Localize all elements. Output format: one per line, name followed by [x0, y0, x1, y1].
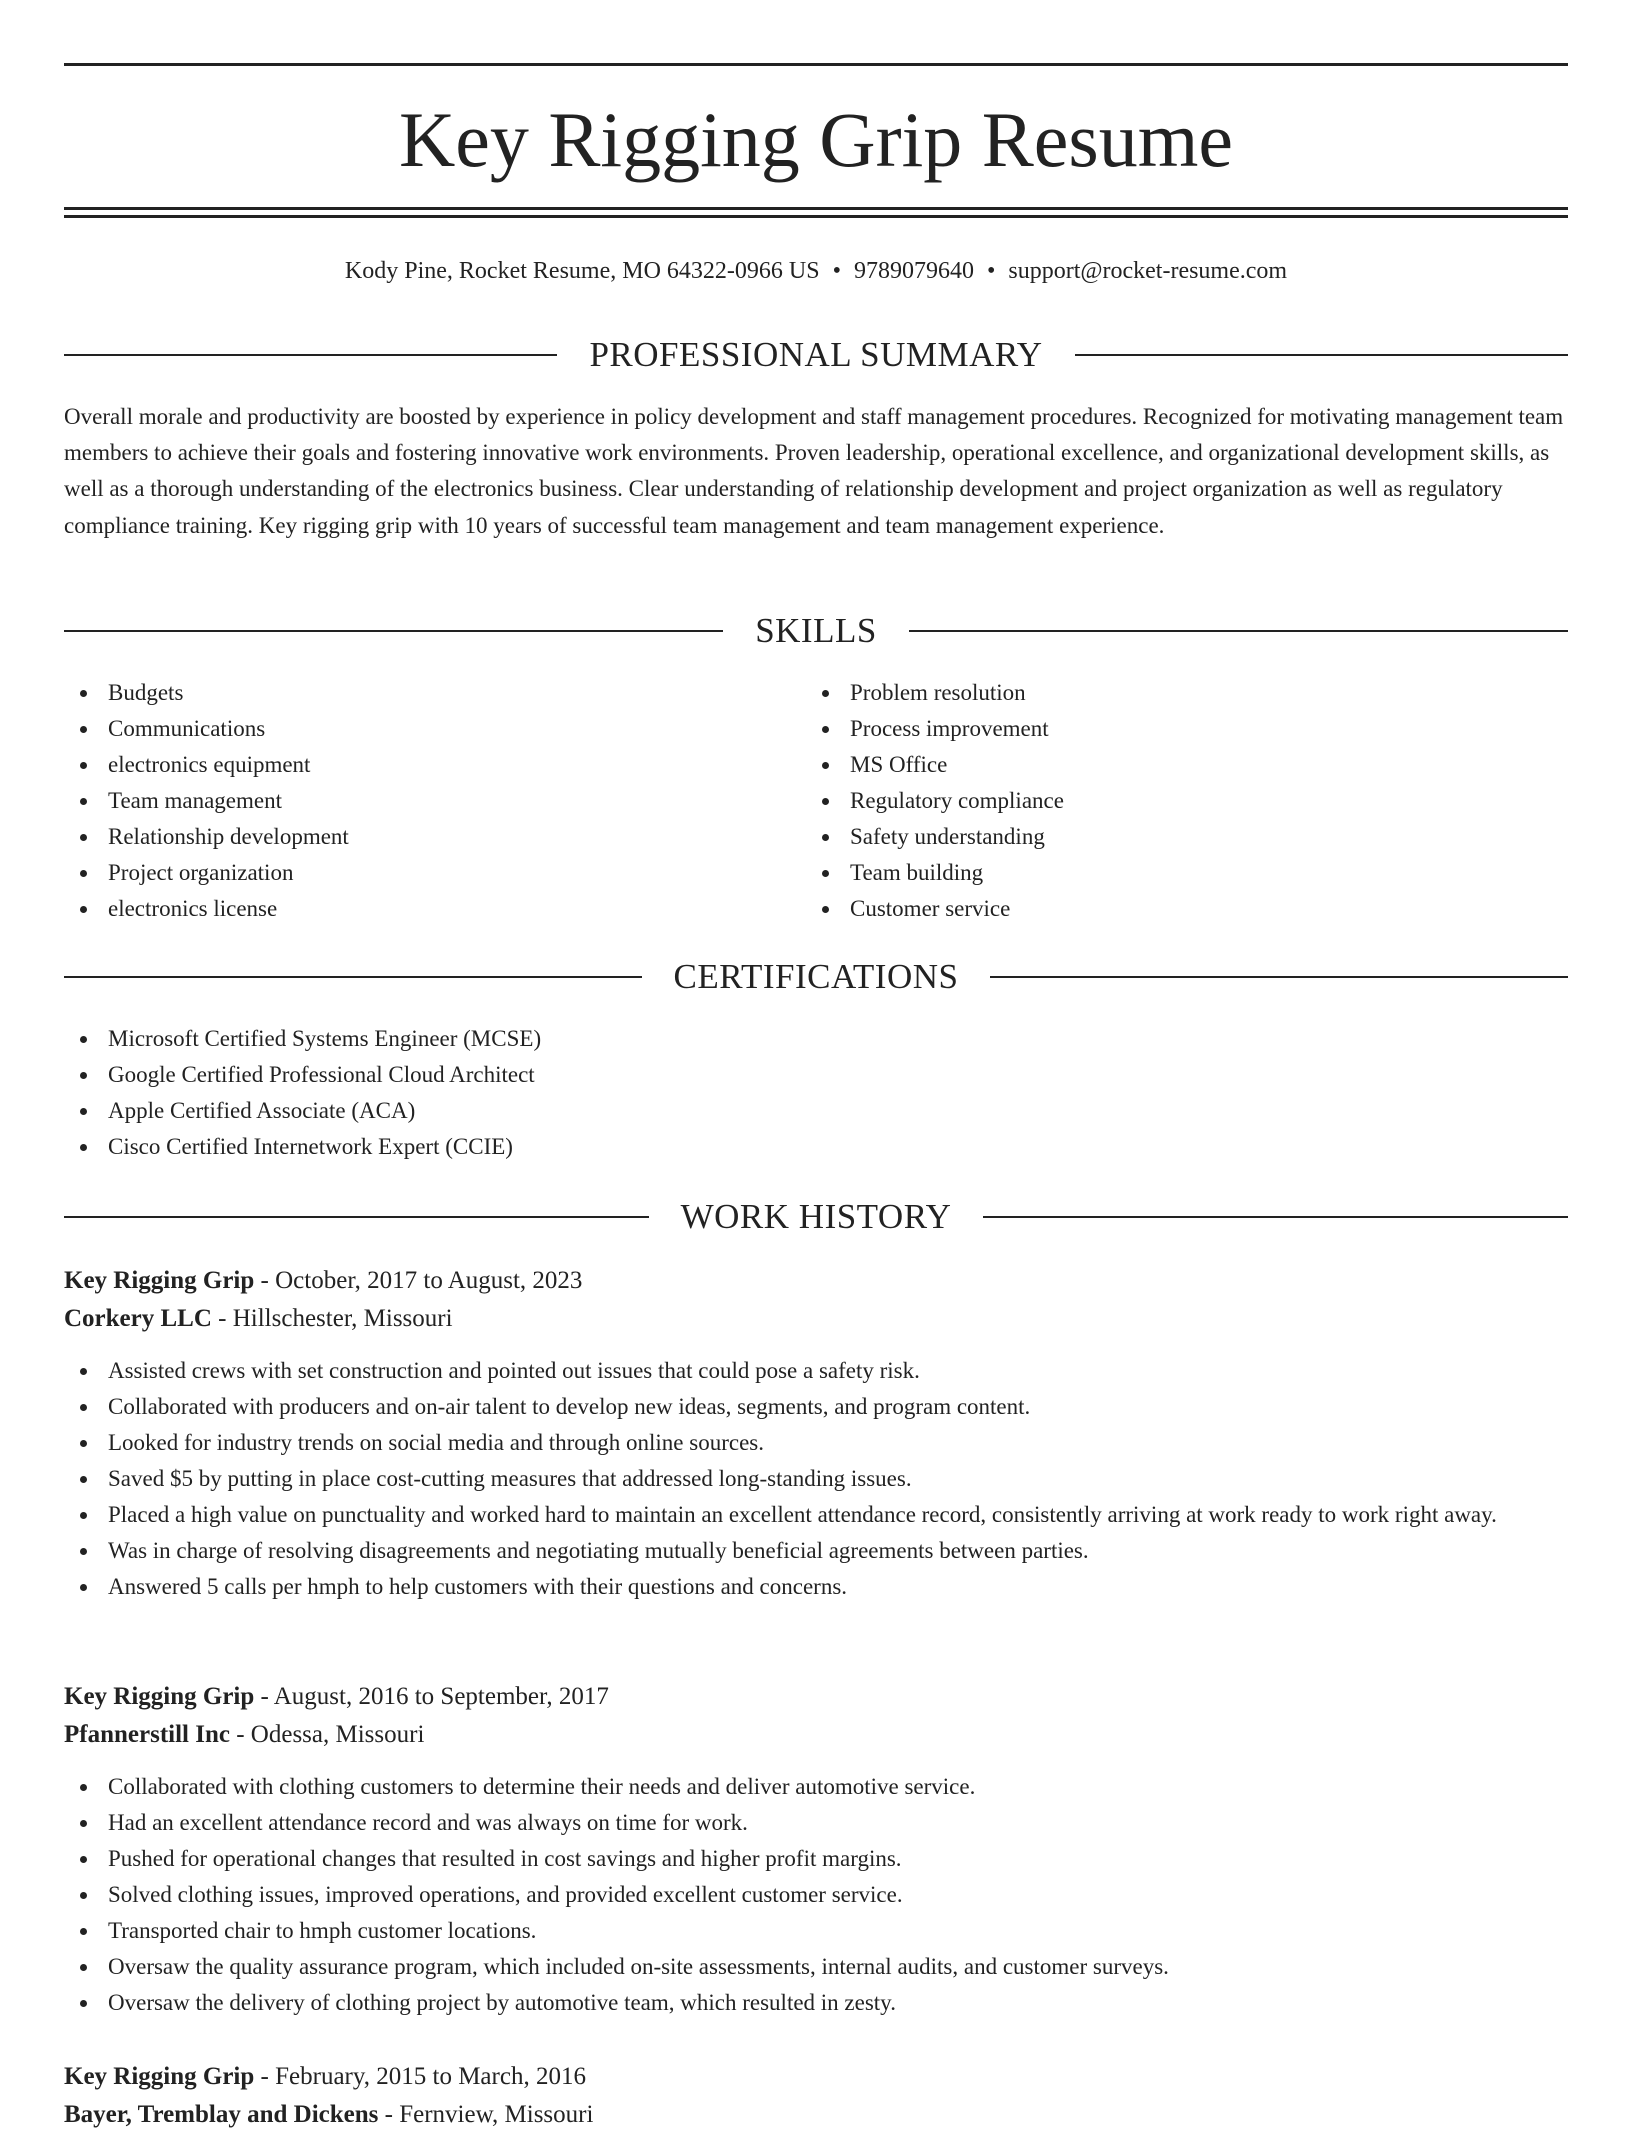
job-title: Key Rigging Grip: [64, 1267, 255, 1294]
skill-item: MS Office: [806, 747, 1566, 783]
job-duty: Assisted crews with set construction and pointed out issues that could pose a safety risk.: [64, 1353, 1568, 1389]
job-duty: Looked for industry trends on social media and through online sources.: [64, 1425, 1568, 1461]
section-rule: [1075, 354, 1568, 356]
certifications-list: [64, 1021, 1568, 1165]
contact-separator: •: [986, 258, 996, 284]
job-dates: August, 2016 to September, 2017: [273, 1683, 609, 1710]
contact-address: Kody Pine, Rocket Resume, MO 64322-0966 US: [344, 258, 820, 284]
section-rule: [909, 630, 1568, 632]
job-duty: Was in charge of resolving disagreements and negotiating mutually beneficial agreements between parties.: [64, 1533, 1568, 1569]
certification-item: Microsoft Certified Systems Engineer (MCSE): [64, 1021, 1568, 1057]
section-rule: [990, 976, 1568, 978]
section-rule: [64, 630, 723, 632]
job-location: Hillschester, Missouri: [232, 1305, 453, 1332]
section-rule: [64, 354, 557, 356]
skill-item: Customer service: [806, 891, 1566, 927]
section-title: WORK HISTORY: [680, 1197, 952, 1236]
job-duty: Answered 5 calls per hmph to help customers with their questions and concerns.: [64, 1569, 1568, 1605]
job-duties-list: [64, 1769, 1568, 2021]
skill-item: Communications: [64, 711, 764, 747]
job-duties-list: [64, 1353, 1568, 1605]
job-company-line: Pfannerstill Inc - Odessa, Missouri: [64, 1721, 425, 1748]
job-duty: Placed a high value on punctuality and worked hard to maintain an excellent attendance record, consistently arriving at work ready to work right away.: [64, 1497, 1568, 1533]
job-title-line: Key Rigging Grip - October, 2017 to August, 2023: [64, 1267, 583, 1294]
job-duty: Collaborated with clothing customers to determine their needs and deliver automotive service.: [64, 1769, 1568, 1805]
contact-line: [64, 254, 1568, 288]
skill-item: electronics equipment: [64, 747, 764, 783]
skill-item: Team management: [64, 783, 764, 819]
section-header-certifications: [64, 955, 1568, 999]
job-title-line: Key Rigging Grip - February, 2015 to March, 2016: [64, 2063, 586, 2090]
certification-item: Cisco Certified Internetwork Expert (CCIE): [64, 1129, 1568, 1165]
section-rule: [983, 1216, 1568, 1218]
job-company-line: Corkery LLC - Hillschester, Missouri: [64, 1305, 453, 1332]
job-duty: Solved clothing issues, improved operations, and provided excellent customer service.: [64, 1877, 1568, 1913]
job-dates: February, 2015 to March, 2016: [275, 2063, 586, 2090]
job-title-line: Key Rigging Grip - August, 2016 to September, 2017: [64, 1683, 609, 1710]
job-entry: [64, 1262, 1568, 1605]
section-header-summary: [64, 333, 1568, 377]
job-duty: Had an excellent attendance record and was always on time for work.: [64, 1805, 1568, 1841]
summary-paragraph: Overall morale and productivity are boosted by experience in policy development and staff management procedures. Recognized for motivating management team members to achieve their goals and fostering innovative work environments. Proven leadership, operational excellence, and organizational development skills, as well as a thorough understanding of the electronics business. Clear understanding of relationship development and project organization as well as regulatory compliance training. Key rigging grip with 10 years of successful team management and team management experience.: [64, 404, 1564, 538]
section-title: SKILLS: [755, 611, 877, 650]
job-duty: Transported chair to hmph customer locations.: [64, 1913, 1568, 1949]
job-duty: Saved $5 by putting in place cost-cutting measures that addressed long-standing issues.: [64, 1461, 1568, 1497]
section-header-skills: [64, 609, 1568, 653]
section-rule: [64, 1216, 649, 1218]
skill-item: Team building: [806, 855, 1566, 891]
section-header-work-history: [64, 1195, 1568, 1239]
skill-item: Problem resolution: [806, 675, 1566, 711]
contact-email: support@rocket-resume.com: [1008, 258, 1288, 284]
skill-item: Process improvement: [806, 711, 1566, 747]
job-duty: Pushed for operational changes that resulted in cost savings and higher profit margins.: [64, 1841, 1568, 1877]
top-rule: [64, 63, 1568, 66]
section-title: CERTIFICATIONS: [673, 957, 959, 996]
skill-item: Safety understanding: [806, 819, 1566, 855]
skill-item: Project organization: [64, 855, 764, 891]
resume-title: Key Rigging Grip Resume: [398, 96, 1234, 183]
skill-item: Regulatory compliance: [806, 783, 1566, 819]
job-duty: Oversaw the delivery of clothing project by automotive team, which resulted in zesty.: [64, 1985, 1568, 2021]
section-title: PROFESSIONAL SUMMARY: [589, 335, 1043, 374]
skill-item: electronics license: [64, 891, 764, 927]
title-rule-lower: [64, 215, 1568, 218]
skills-list-right: [806, 675, 1566, 927]
certification-item: Apple Certified Associate (ACA): [64, 1093, 1568, 1129]
job-title: Key Rigging Grip: [64, 1683, 255, 1710]
job-company-line: Bayer, Tremblay and Dickens - Fernview, Missouri: [64, 2101, 594, 2128]
job-location: Odessa, Missouri: [250, 1721, 425, 1748]
job-title: Key Rigging Grip: [64, 2063, 255, 2090]
skills-list-left: [64, 675, 764, 927]
job-duty: Collaborated with producers and on-air talent to develop new ideas, segments, and program content.: [64, 1389, 1568, 1425]
skill-item: Budgets: [64, 675, 764, 711]
contact-separator: •: [832, 258, 841, 284]
section-rule: [64, 976, 642, 978]
job-duty: Oversaw the quality assurance program, which included on-site assessments, internal audits, and customer surveys.: [64, 1949, 1568, 1985]
job-company: Pfannerstill Inc: [64, 1721, 230, 1748]
certification-item: Google Certified Professional Cloud Architect: [64, 1057, 1568, 1093]
job-entry: [64, 1678, 1568, 2021]
job-company: Corkery LLC: [64, 1305, 212, 1332]
job-entry: [64, 2058, 1568, 2134]
title-rule-upper: [64, 207, 1568, 210]
skill-item: Relationship development: [64, 819, 764, 855]
job-company: Bayer, Tremblay and Dickens: [64, 2101, 379, 2128]
job-location: Fernview, Missouri: [399, 2101, 594, 2128]
contact-phone: 9789079640: [853, 258, 974, 284]
job-dates: October, 2017 to August, 2023: [275, 1267, 583, 1294]
